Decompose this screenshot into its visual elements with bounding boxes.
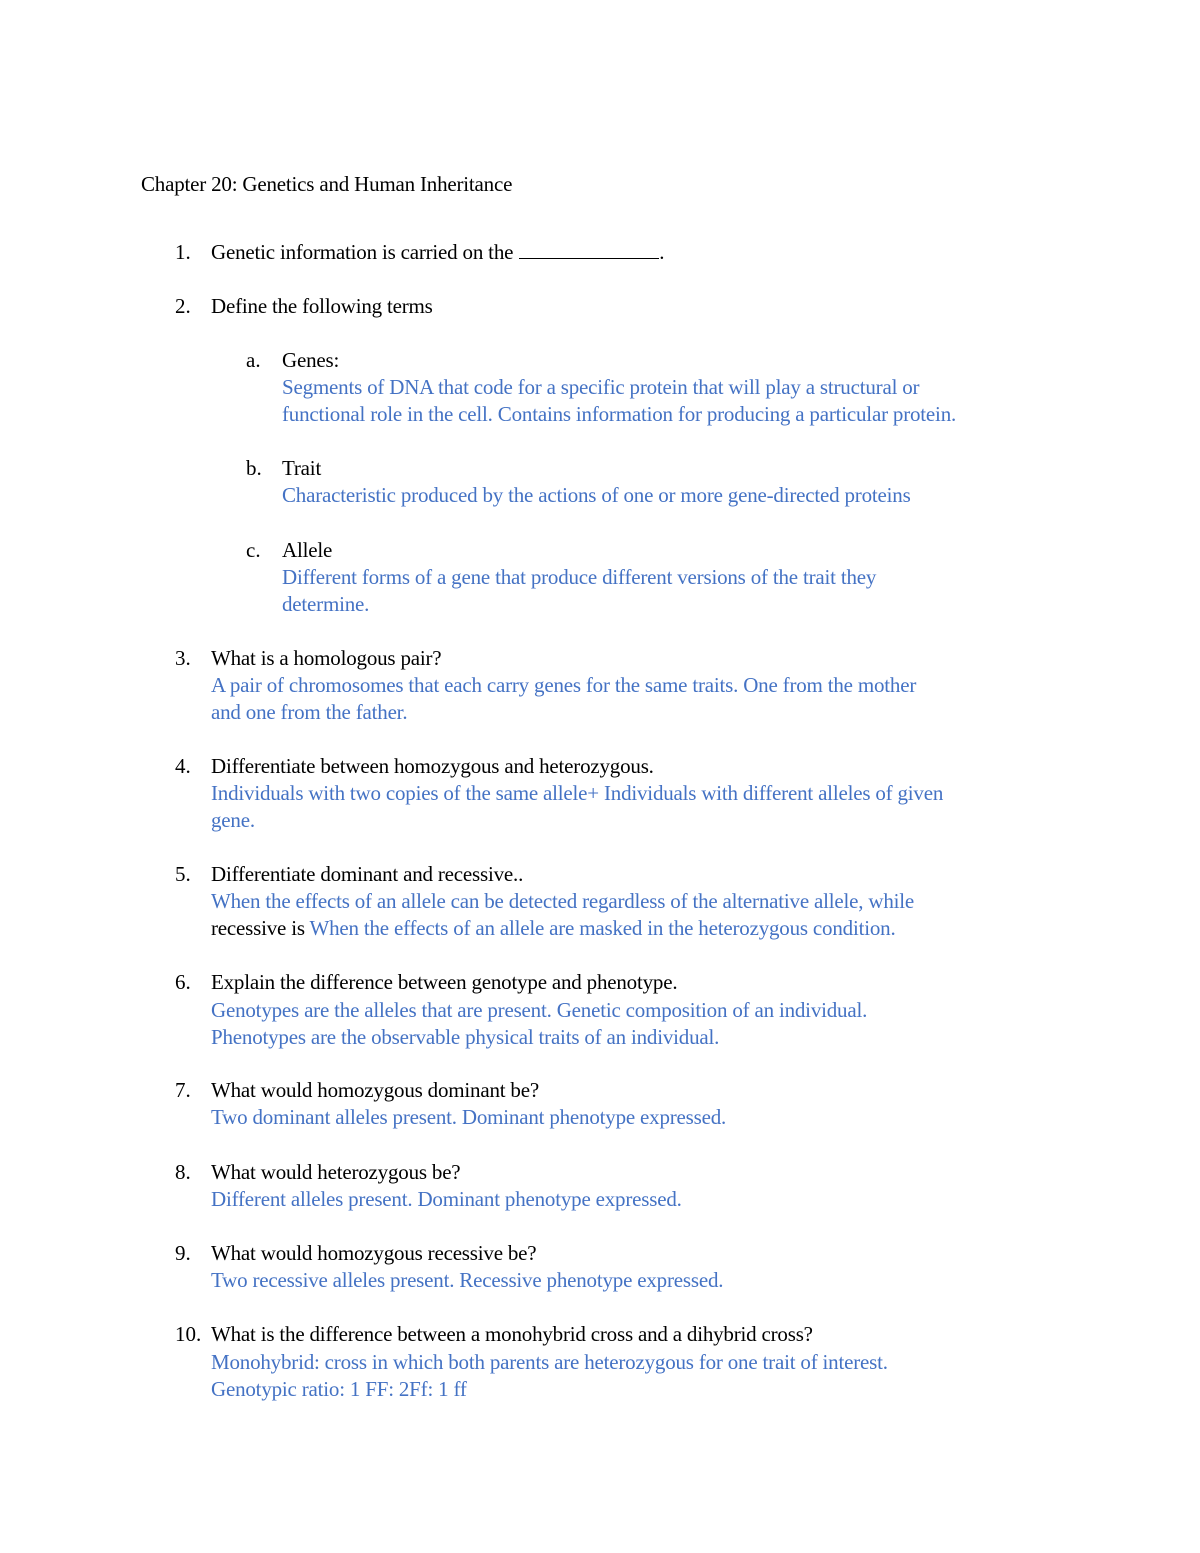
question-number: 9. (175, 1241, 191, 1265)
question-prompt: What is the difference between a monohybrid cross and a dihybrid cross? (211, 1322, 813, 1346)
question-number: 1. (175, 240, 191, 264)
question-number: 8. (175, 1160, 191, 1184)
answer-line: When the effects of an allele can be detected regardless of the alternative allele, while (211, 889, 915, 913)
question-number: 3. (175, 646, 191, 670)
fill-in-blank (519, 242, 659, 259)
answer-blue-text: When the effects of an allele are masked in the heterozygous condition. (309, 916, 896, 940)
answer-line: Monohybrid: cross in which both parents are heterozygous for one trait of interest. (211, 1350, 888, 1374)
document-title: Chapter 20: Genetics and Human Inheritance (141, 172, 513, 196)
answer-line: Genotypes are the alleles that are present. Genetic composition of an individual. (211, 998, 868, 1022)
question-prompt: What is a homologous pair? (211, 646, 442, 670)
question-prompt: What would heterozygous be? (211, 1160, 461, 1184)
question-number: 5. (175, 862, 191, 886)
answer-line: and one from the father. (211, 700, 408, 724)
answer-line: Characteristic produced by the actions of one or more gene-directed proteins (282, 483, 911, 507)
answer-line: Genotypic ratio: 1 FF: 2Ff: 1 ff (211, 1377, 467, 1401)
question-prompt: What would homozygous recessive be? (211, 1241, 537, 1265)
answer-line: Different alleles present. Dominant phenotype expressed. (211, 1187, 682, 1211)
subitem-letter: a. (246, 348, 261, 372)
question-number: 4. (175, 754, 191, 778)
subitem-term: Allele (282, 538, 333, 562)
answer-line-mixed (211, 916, 896, 941)
question-prompt: Differentiate between homozygous and heterozygous. (211, 754, 654, 778)
question-prompt: Differentiate dominant and recessive.. (211, 862, 524, 886)
answer-line: Segments of DNA that code for a specific protein that will play a structural or (282, 375, 920, 399)
question-prompt: Define the following terms (211, 294, 433, 318)
prompt-text: Genetic information is carried on the (211, 240, 514, 264)
answer-line: Two dominant alleles present. Dominant phenotype expressed. (211, 1105, 727, 1129)
subitem-letter: c. (246, 538, 261, 562)
answer-line: Different forms of a gene that produce different versions of the trait they (282, 565, 877, 589)
subitem-term: Trait (282, 456, 322, 480)
answer-line: A pair of chromosomes that each carry genes for the same traits. One from the mother (211, 673, 917, 697)
prompt-suffix: . (659, 240, 665, 264)
question-prompt (211, 240, 664, 265)
answer-line: functional role in the cell. Contains information for producing a particular protein. (282, 402, 957, 426)
answer-black-text: recessive is (211, 916, 310, 940)
subitem-letter: b. (246, 456, 262, 480)
answer-line: Phenotypes are the observable physical traits of an individual. (211, 1025, 720, 1049)
question-number: 2. (175, 294, 191, 318)
subitem-term: Genes: (282, 348, 340, 372)
question-number: 6. (175, 970, 191, 994)
question-number: 7. (175, 1078, 191, 1102)
question-prompt: Explain the difference between genotype and phenotype. (211, 970, 678, 994)
answer-line: Two recessive alleles present. Recessive phenotype expressed. (211, 1268, 724, 1292)
answer-line: Individuals with two copies of the same allele+ Individuals with different alleles of given (211, 781, 944, 805)
answer-line: determine. (282, 592, 370, 616)
answer-line: gene. (211, 808, 255, 832)
question-number: 10. (175, 1322, 202, 1346)
question-prompt: What would homozygous dominant be? (211, 1078, 539, 1102)
